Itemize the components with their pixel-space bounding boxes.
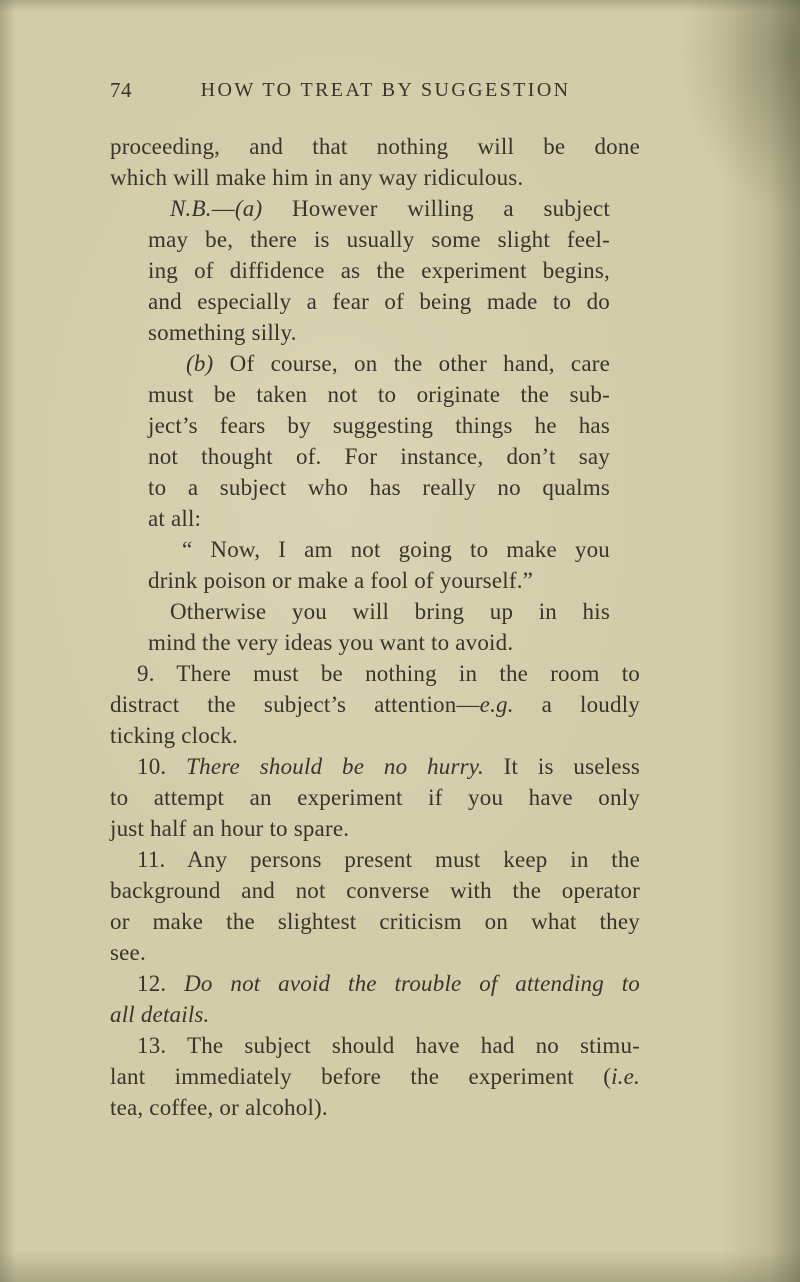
text-line bbox=[137, 658, 640, 689]
text-run: and especially a fear of being made to do bbox=[148, 289, 610, 314]
text-line bbox=[110, 689, 640, 720]
text-line bbox=[186, 348, 610, 379]
text-line bbox=[148, 286, 610, 317]
text-run: “ Now, I am not going to make you bbox=[182, 537, 610, 562]
text-line bbox=[110, 782, 640, 813]
text-run: drink poison or make a fool of yourself.” bbox=[148, 568, 534, 593]
text-line bbox=[110, 1092, 640, 1123]
text-line bbox=[148, 472, 610, 503]
text-line bbox=[137, 844, 640, 875]
text-run: It is useless bbox=[483, 754, 640, 779]
text-line bbox=[148, 441, 610, 472]
text-run: N.B. bbox=[170, 196, 212, 221]
text-run: (a) bbox=[234, 196, 263, 221]
text-run: a loudly bbox=[513, 692, 640, 717]
text-run: lant immediately before the experiment ( bbox=[110, 1064, 612, 1089]
text-line bbox=[110, 875, 640, 906]
text-run: — bbox=[211, 196, 235, 221]
text-run: something silly. bbox=[148, 320, 297, 345]
text-line bbox=[148, 410, 610, 441]
text-run: distract the subject’s attention— bbox=[110, 692, 480, 717]
text-run: ticking clock. bbox=[110, 723, 238, 748]
text-line bbox=[110, 131, 640, 162]
text-line bbox=[110, 720, 640, 751]
text-line bbox=[148, 224, 610, 255]
text-run: mind the very ideas you want to avoid. bbox=[148, 630, 514, 655]
text-line bbox=[148, 627, 610, 658]
text-line bbox=[170, 193, 610, 224]
text-run: Otherwise you will bring up in his bbox=[170, 599, 610, 624]
text-line bbox=[148, 255, 610, 286]
text-run: ing of diffidence as the experiment begins, bbox=[148, 258, 610, 283]
text-run: may be, there is usually some slight feel- bbox=[148, 227, 610, 252]
page-body bbox=[110, 131, 640, 1123]
text-run: see. bbox=[110, 940, 146, 965]
text-line bbox=[182, 534, 610, 565]
page-header bbox=[110, 76, 640, 107]
text-run: background and not converse with the operator bbox=[110, 878, 640, 903]
text-line bbox=[148, 317, 610, 348]
text-line bbox=[148, 565, 610, 596]
text-run: at all: bbox=[148, 506, 202, 531]
text-run: 12. bbox=[137, 971, 185, 996]
text-run: to attempt an experiment if you have only bbox=[110, 785, 640, 810]
text-line bbox=[137, 1030, 640, 1061]
text-line bbox=[137, 751, 640, 782]
text-run: However willing a subject bbox=[262, 196, 610, 221]
text-run: 9. There must be nothing in the room to bbox=[137, 661, 640, 686]
text-line bbox=[110, 813, 640, 844]
text-run: 13. The subject should have had no stimu- bbox=[137, 1033, 640, 1058]
text-run: to a subject who has really no qualms bbox=[148, 475, 610, 500]
text-run: proceeding, and that nothing will be done bbox=[110, 134, 640, 159]
text-line bbox=[110, 906, 640, 937]
text-run: tea, coffee, or alcohol). bbox=[110, 1095, 328, 1120]
text-run: Of course, on the other hand, care bbox=[213, 351, 610, 376]
text-run: e.g. bbox=[479, 692, 514, 717]
text-line bbox=[148, 379, 610, 410]
text-run: not thought of. For instance, don’t say bbox=[148, 444, 610, 469]
text-run: i.e. bbox=[611, 1064, 640, 1089]
text-run: must be taken not to originate the sub- bbox=[148, 382, 610, 407]
text-run: or make the slightest criticism on what they bbox=[110, 909, 640, 934]
text-run: ject’s fears by suggesting things he has bbox=[148, 413, 610, 438]
text-run: There should be no hurry. bbox=[186, 754, 484, 779]
text-run: Do not avoid the trouble of attending to bbox=[184, 971, 640, 996]
text-line bbox=[137, 968, 640, 999]
running-title: HOW TO TREAT BY SUGGESTION bbox=[200, 79, 571, 101]
text-line bbox=[110, 1061, 640, 1092]
text-run: 10. bbox=[137, 754, 187, 779]
text-run: just half an hour to spare. bbox=[110, 816, 350, 841]
text-run: 11. Any persons present must keep in the bbox=[137, 847, 640, 872]
page-number: 74 bbox=[110, 78, 132, 102]
text-line bbox=[110, 162, 640, 193]
text-line bbox=[110, 937, 640, 968]
text-line bbox=[110, 999, 640, 1030]
text-run: (b) bbox=[186, 351, 214, 376]
text-line bbox=[170, 596, 610, 627]
text-line bbox=[148, 503, 610, 534]
text-run: which will make him in any way ridiculous. bbox=[110, 165, 524, 190]
text-run: all details. bbox=[110, 1002, 210, 1027]
